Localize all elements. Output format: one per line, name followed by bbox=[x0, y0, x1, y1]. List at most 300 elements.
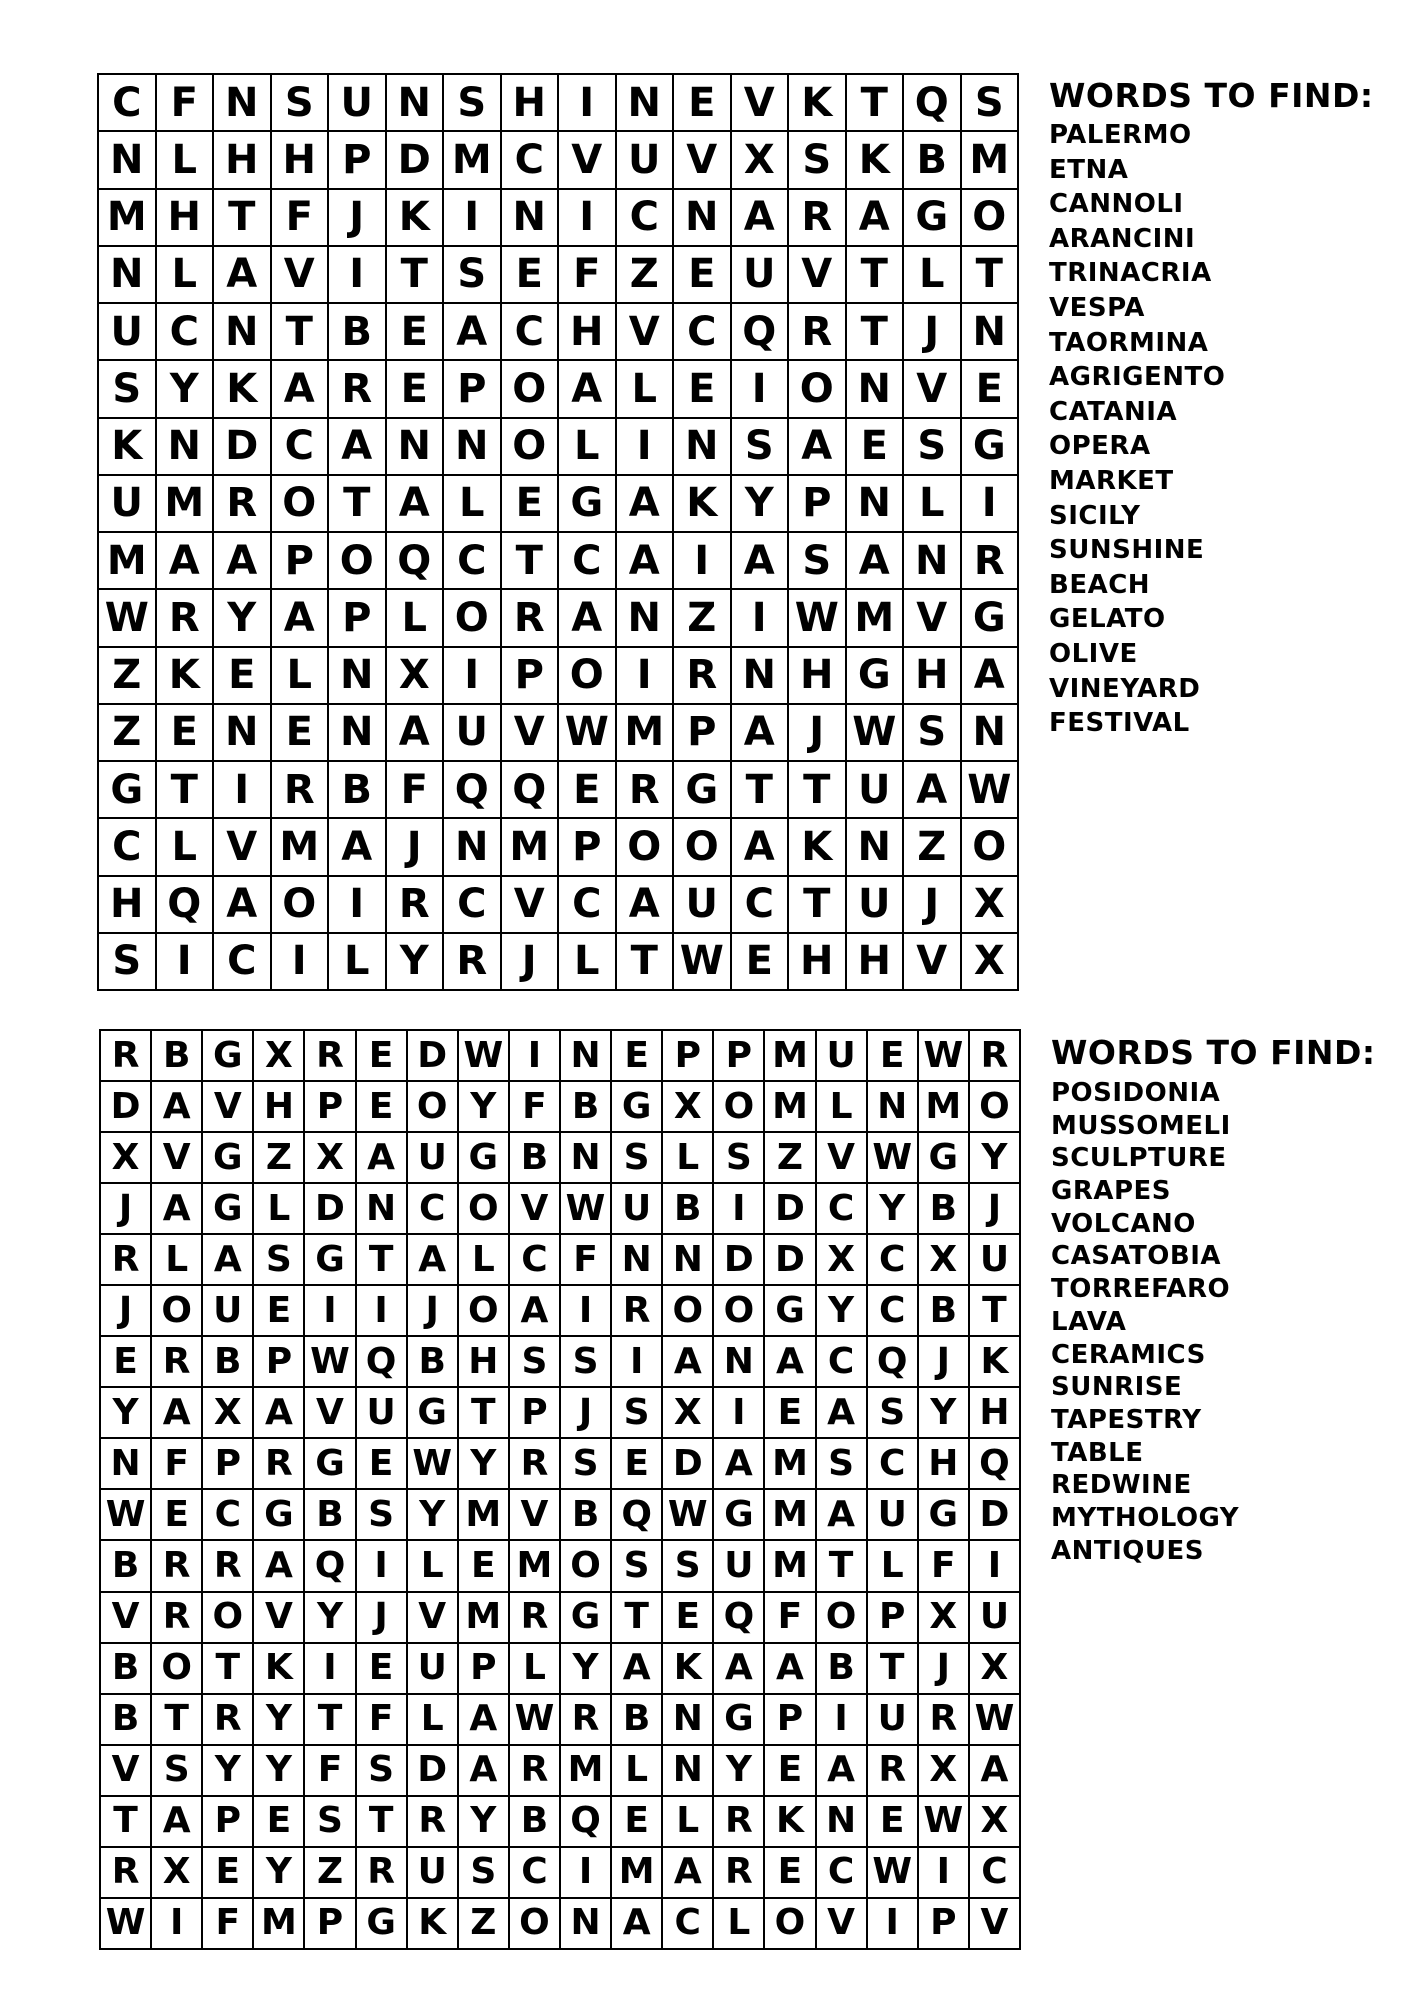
letter-cell[interactable]: G bbox=[304, 1234, 355, 1285]
letter-cell[interactable]: A bbox=[156, 532, 214, 589]
letter-cell[interactable]: R bbox=[151, 1336, 202, 1387]
letter-cell[interactable]: T bbox=[271, 303, 329, 360]
letter-cell[interactable]: O bbox=[407, 1081, 458, 1132]
letter-cell[interactable]: L bbox=[816, 1081, 867, 1132]
letter-cell[interactable]: L bbox=[253, 1183, 304, 1234]
letter-cell[interactable]: A bbox=[731, 704, 789, 761]
letter-cell[interactable]: C bbox=[816, 1847, 867, 1898]
letter-cell[interactable]: S bbox=[304, 1796, 355, 1847]
letter-cell[interactable]: M bbox=[846, 589, 904, 646]
letter-cell[interactable]: L bbox=[903, 475, 961, 532]
letter-cell[interactable]: P bbox=[918, 1898, 969, 1949]
letter-cell[interactable]: F bbox=[156, 74, 214, 131]
letter-cell[interactable]: E bbox=[867, 1030, 918, 1081]
letter-cell[interactable]: C bbox=[662, 1898, 713, 1949]
letter-cell[interactable]: K bbox=[846, 131, 904, 188]
letter-cell[interactable]: E bbox=[611, 1796, 662, 1847]
letter-cell[interactable]: H bbox=[558, 303, 616, 360]
letter-cell[interactable]: M bbox=[764, 1030, 815, 1081]
letter-cell[interactable]: O bbox=[443, 589, 501, 646]
letter-cell[interactable]: E bbox=[673, 360, 731, 417]
letter-cell[interactable]: A bbox=[458, 1694, 509, 1745]
letter-cell[interactable]: R bbox=[509, 1592, 560, 1643]
letter-cell[interactable]: V bbox=[969, 1898, 1020, 1949]
letter-cell[interactable]: I bbox=[443, 189, 501, 246]
letter-cell[interactable]: T bbox=[867, 1643, 918, 1694]
letter-cell[interactable]: Y bbox=[100, 1387, 151, 1438]
letter-cell[interactable]: E bbox=[253, 1285, 304, 1336]
letter-cell[interactable]: I bbox=[356, 1540, 407, 1591]
letter-cell[interactable]: Z bbox=[903, 818, 961, 875]
letter-cell[interactable]: A bbox=[202, 1234, 253, 1285]
letter-cell[interactable]: N bbox=[611, 1234, 662, 1285]
letter-cell[interactable]: A bbox=[328, 418, 386, 475]
letter-cell[interactable]: M bbox=[458, 1489, 509, 1540]
letter-cell[interactable]: X bbox=[151, 1847, 202, 1898]
letter-cell[interactable]: N bbox=[731, 647, 789, 704]
letter-cell[interactable]: E bbox=[558, 761, 616, 818]
letter-cell[interactable]: I bbox=[328, 246, 386, 303]
letter-cell[interactable]: G bbox=[961, 418, 1019, 475]
letter-cell[interactable]: B bbox=[509, 1132, 560, 1183]
letter-cell[interactable]: H bbox=[846, 933, 904, 990]
letter-cell[interactable]: L bbox=[903, 246, 961, 303]
letter-cell[interactable]: J bbox=[969, 1183, 1020, 1234]
letter-cell[interactable]: N bbox=[673, 189, 731, 246]
letter-cell[interactable]: L bbox=[271, 647, 329, 704]
letter-cell[interactable]: I bbox=[918, 1847, 969, 1898]
letter-cell[interactable]: Y bbox=[458, 1796, 509, 1847]
letter-cell[interactable]: R bbox=[560, 1694, 611, 1745]
letter-cell[interactable]: O bbox=[501, 418, 559, 475]
letter-cell[interactable]: H bbox=[271, 131, 329, 188]
letter-cell[interactable]: K bbox=[98, 418, 156, 475]
letter-cell[interactable]: O bbox=[509, 1898, 560, 1949]
letter-cell[interactable]: F bbox=[764, 1592, 815, 1643]
letter-cell[interactable]: A bbox=[846, 532, 904, 589]
letter-cell[interactable]: S bbox=[271, 74, 329, 131]
letter-cell[interactable]: V bbox=[673, 131, 731, 188]
letter-cell[interactable]: M bbox=[458, 1592, 509, 1643]
letter-cell[interactable]: Y bbox=[407, 1489, 458, 1540]
letter-cell[interactable]: O bbox=[961, 818, 1019, 875]
letter-cell[interactable]: R bbox=[202, 1694, 253, 1745]
letter-cell[interactable]: O bbox=[328, 532, 386, 589]
letter-cell[interactable]: V bbox=[213, 818, 271, 875]
letter-cell[interactable]: R bbox=[151, 1540, 202, 1591]
letter-cell[interactable]: S bbox=[788, 131, 846, 188]
letter-cell[interactable]: J bbox=[407, 1285, 458, 1336]
letter-cell[interactable]: K bbox=[407, 1898, 458, 1949]
letter-cell[interactable]: V bbox=[903, 933, 961, 990]
letter-cell[interactable]: Y bbox=[253, 1745, 304, 1796]
letter-cell[interactable]: E bbox=[356, 1438, 407, 1489]
letter-cell[interactable]: U bbox=[731, 246, 789, 303]
letter-cell[interactable]: U bbox=[98, 475, 156, 532]
letter-cell[interactable]: G bbox=[98, 761, 156, 818]
letter-cell[interactable]: A bbox=[903, 761, 961, 818]
letter-cell[interactable]: I bbox=[328, 876, 386, 933]
letter-cell[interactable]: A bbox=[764, 1336, 815, 1387]
letter-cell[interactable]: R bbox=[304, 1030, 355, 1081]
letter-cell[interactable]: A bbox=[509, 1285, 560, 1336]
letter-cell[interactable]: F bbox=[560, 1234, 611, 1285]
letter-cell[interactable]: A bbox=[731, 532, 789, 589]
letter-cell[interactable]: T bbox=[213, 189, 271, 246]
letter-cell[interactable]: G bbox=[558, 475, 616, 532]
letter-cell[interactable]: V bbox=[304, 1387, 355, 1438]
letter-cell[interactable]: Z bbox=[98, 704, 156, 761]
letter-cell[interactable]: T bbox=[356, 1796, 407, 1847]
letter-cell[interactable]: I bbox=[816, 1694, 867, 1745]
letter-cell[interactable]: I bbox=[731, 360, 789, 417]
letter-cell[interactable]: Z bbox=[616, 246, 674, 303]
letter-cell[interactable]: H bbox=[788, 933, 846, 990]
letter-cell[interactable]: J bbox=[788, 704, 846, 761]
letter-cell[interactable]: C bbox=[816, 1336, 867, 1387]
letter-cell[interactable]: C bbox=[731, 876, 789, 933]
letter-cell[interactable]: B bbox=[100, 1694, 151, 1745]
letter-cell[interactable]: U bbox=[328, 74, 386, 131]
letter-cell[interactable]: J bbox=[100, 1183, 151, 1234]
letter-cell[interactable]: E bbox=[673, 246, 731, 303]
letter-cell[interactable]: C bbox=[867, 1234, 918, 1285]
letter-cell[interactable]: M bbox=[764, 1540, 815, 1591]
letter-cell[interactable]: I bbox=[673, 532, 731, 589]
letter-cell[interactable]: W bbox=[407, 1438, 458, 1489]
letter-cell[interactable]: F bbox=[918, 1540, 969, 1591]
letter-cell[interactable]: N bbox=[846, 475, 904, 532]
letter-cell[interactable]: S bbox=[98, 933, 156, 990]
letter-cell[interactable]: X bbox=[662, 1081, 713, 1132]
letter-cell[interactable]: I bbox=[560, 1847, 611, 1898]
letter-cell[interactable]: N bbox=[673, 418, 731, 475]
letter-cell[interactable]: G bbox=[918, 1489, 969, 1540]
letter-cell[interactable]: W bbox=[304, 1336, 355, 1387]
letter-cell[interactable]: M bbox=[560, 1745, 611, 1796]
letter-cell[interactable]: Q bbox=[156, 876, 214, 933]
letter-cell[interactable]: N bbox=[867, 1081, 918, 1132]
letter-cell[interactable]: E bbox=[458, 1540, 509, 1591]
letter-cell[interactable]: A bbox=[458, 1745, 509, 1796]
letter-cell[interactable]: B bbox=[304, 1489, 355, 1540]
letter-cell[interactable]: V bbox=[202, 1081, 253, 1132]
letter-cell[interactable]: I bbox=[558, 189, 616, 246]
letter-cell[interactable]: Q bbox=[969, 1438, 1020, 1489]
letter-cell[interactable]: R bbox=[202, 1540, 253, 1591]
letter-cell[interactable]: S bbox=[611, 1540, 662, 1591]
letter-cell[interactable]: U bbox=[98, 303, 156, 360]
letter-cell[interactable]: Q bbox=[903, 74, 961, 131]
letter-cell[interactable]: A bbox=[151, 1183, 202, 1234]
letter-cell[interactable]: T bbox=[100, 1796, 151, 1847]
letter-cell[interactable]: S bbox=[253, 1234, 304, 1285]
letter-cell[interactable]: R bbox=[100, 1234, 151, 1285]
letter-cell[interactable]: A bbox=[788, 418, 846, 475]
letter-cell[interactable]: M bbox=[271, 818, 329, 875]
letter-cell[interactable]: I bbox=[616, 418, 674, 475]
letter-cell[interactable]: U bbox=[713, 1540, 764, 1591]
letter-cell[interactable]: Z bbox=[253, 1132, 304, 1183]
letter-cell[interactable]: M bbox=[764, 1489, 815, 1540]
letter-cell[interactable]: G bbox=[407, 1387, 458, 1438]
letter-cell[interactable]: A bbox=[816, 1745, 867, 1796]
letter-cell[interactable]: S bbox=[611, 1387, 662, 1438]
letter-cell[interactable]: I bbox=[304, 1643, 355, 1694]
letter-cell[interactable]: R bbox=[969, 1030, 1020, 1081]
letter-cell[interactable]: P bbox=[328, 131, 386, 188]
letter-cell[interactable]: H bbox=[903, 647, 961, 704]
letter-cell[interactable]: O bbox=[458, 1183, 509, 1234]
letter-cell[interactable]: J bbox=[100, 1285, 151, 1336]
letter-cell[interactable]: A bbox=[713, 1438, 764, 1489]
letter-cell[interactable]: P bbox=[509, 1387, 560, 1438]
letter-cell[interactable]: L bbox=[509, 1643, 560, 1694]
letter-cell[interactable]: M bbox=[98, 189, 156, 246]
letter-cell[interactable]: S bbox=[98, 360, 156, 417]
letter-cell[interactable]: B bbox=[816, 1643, 867, 1694]
letter-cell[interactable]: A bbox=[816, 1387, 867, 1438]
letter-cell[interactable]: P bbox=[202, 1438, 253, 1489]
letter-cell[interactable]: N bbox=[713, 1336, 764, 1387]
letter-cell[interactable]: W bbox=[961, 761, 1019, 818]
letter-cell[interactable]: G bbox=[764, 1285, 815, 1336]
letter-cell[interactable]: U bbox=[969, 1592, 1020, 1643]
letter-cell[interactable]: X bbox=[918, 1592, 969, 1643]
letter-cell[interactable]: T bbox=[816, 1540, 867, 1591]
letter-cell[interactable]: P bbox=[662, 1030, 713, 1081]
letter-cell[interactable]: O bbox=[151, 1285, 202, 1336]
letter-cell[interactable]: N bbox=[616, 589, 674, 646]
letter-cell[interactable]: I bbox=[151, 1898, 202, 1949]
letter-cell[interactable]: Q bbox=[356, 1336, 407, 1387]
letter-cell[interactable]: M bbox=[509, 1540, 560, 1591]
letter-cell[interactable]: I bbox=[713, 1183, 764, 1234]
letter-cell[interactable]: P bbox=[202, 1796, 253, 1847]
letter-cell[interactable]: H bbox=[788, 647, 846, 704]
letter-cell[interactable]: D bbox=[304, 1183, 355, 1234]
letter-cell[interactable]: X bbox=[816, 1234, 867, 1285]
letter-cell[interactable]: U bbox=[443, 704, 501, 761]
letter-cell[interactable]: W bbox=[867, 1847, 918, 1898]
letter-cell[interactable]: W bbox=[100, 1898, 151, 1949]
letter-cell[interactable]: V bbox=[816, 1898, 867, 1949]
letter-cell[interactable]: E bbox=[356, 1643, 407, 1694]
letter-cell[interactable]: V bbox=[100, 1592, 151, 1643]
letter-cell[interactable]: Y bbox=[867, 1183, 918, 1234]
letter-cell[interactable]: I bbox=[558, 74, 616, 131]
letter-cell[interactable]: L bbox=[156, 131, 214, 188]
letter-cell[interactable]: L bbox=[558, 418, 616, 475]
letter-cell[interactable]: A bbox=[271, 360, 329, 417]
letter-cell[interactable]: V bbox=[731, 74, 789, 131]
letter-cell[interactable]: A bbox=[611, 1898, 662, 1949]
letter-cell[interactable]: V bbox=[616, 303, 674, 360]
letter-cell[interactable]: L bbox=[407, 1694, 458, 1745]
letter-cell[interactable]: V bbox=[501, 876, 559, 933]
letter-cell[interactable]: G bbox=[202, 1183, 253, 1234]
letter-cell[interactable]: P bbox=[328, 589, 386, 646]
letter-cell[interactable]: L bbox=[867, 1540, 918, 1591]
letter-cell[interactable]: S bbox=[788, 532, 846, 589]
letter-cell[interactable]: S bbox=[867, 1387, 918, 1438]
letter-cell[interactable]: N bbox=[386, 74, 444, 131]
letter-cell[interactable]: I bbox=[271, 933, 329, 990]
letter-cell[interactable]: B bbox=[560, 1489, 611, 1540]
letter-cell[interactable]: N bbox=[213, 303, 271, 360]
letter-cell[interactable]: U bbox=[616, 131, 674, 188]
letter-cell[interactable]: R bbox=[271, 761, 329, 818]
letter-cell[interactable]: B bbox=[918, 1285, 969, 1336]
letter-cell[interactable]: E bbox=[356, 1081, 407, 1132]
letter-cell[interactable]: A bbox=[253, 1540, 304, 1591]
letter-cell[interactable]: V bbox=[509, 1183, 560, 1234]
letter-cell[interactable]: I bbox=[611, 1336, 662, 1387]
letter-cell[interactable]: G bbox=[903, 189, 961, 246]
letter-cell[interactable]: V bbox=[407, 1592, 458, 1643]
letter-cell[interactable]: W bbox=[558, 704, 616, 761]
letter-cell[interactable]: N bbox=[560, 1030, 611, 1081]
letter-cell[interactable]: N bbox=[616, 74, 674, 131]
letter-cell[interactable]: L bbox=[156, 246, 214, 303]
letter-cell[interactable]: Y bbox=[816, 1285, 867, 1336]
letter-cell[interactable]: G bbox=[202, 1030, 253, 1081]
letter-cell[interactable]: N bbox=[100, 1438, 151, 1489]
letter-cell[interactable]: R bbox=[713, 1847, 764, 1898]
letter-cell[interactable]: P bbox=[673, 704, 731, 761]
letter-cell[interactable]: O bbox=[788, 360, 846, 417]
letter-cell[interactable]: R bbox=[788, 303, 846, 360]
letter-cell[interactable]: X bbox=[969, 1796, 1020, 1847]
letter-cell[interactable]: V bbox=[509, 1489, 560, 1540]
letter-cell[interactable]: U bbox=[356, 1387, 407, 1438]
letter-cell[interactable]: R bbox=[673, 647, 731, 704]
letter-cell[interactable]: M bbox=[98, 532, 156, 589]
letter-cell[interactable]: E bbox=[356, 1030, 407, 1081]
letter-cell[interactable]: T bbox=[961, 246, 1019, 303]
letter-cell[interactable]: J bbox=[903, 876, 961, 933]
letter-cell[interactable]: N bbox=[662, 1745, 713, 1796]
letter-cell[interactable]: S bbox=[356, 1745, 407, 1796]
letter-cell[interactable]: Y bbox=[202, 1745, 253, 1796]
letter-cell[interactable]: T bbox=[846, 246, 904, 303]
letter-cell[interactable]: O bbox=[616, 818, 674, 875]
letter-cell[interactable]: L bbox=[151, 1234, 202, 1285]
letter-cell[interactable]: E bbox=[611, 1438, 662, 1489]
letter-cell[interactable]: G bbox=[713, 1489, 764, 1540]
letter-cell[interactable]: X bbox=[253, 1030, 304, 1081]
letter-cell[interactable]: A bbox=[213, 876, 271, 933]
letter-cell[interactable]: L bbox=[662, 1796, 713, 1847]
letter-cell[interactable]: H bbox=[501, 74, 559, 131]
letter-cell[interactable]: T bbox=[458, 1387, 509, 1438]
letter-cell[interactable]: N bbox=[98, 131, 156, 188]
letter-cell[interactable]: P bbox=[713, 1030, 764, 1081]
letter-cell[interactable]: E bbox=[662, 1592, 713, 1643]
letter-cell[interactable]: C bbox=[98, 74, 156, 131]
letter-cell[interactable]: L bbox=[713, 1898, 764, 1949]
letter-cell[interactable]: Q bbox=[443, 761, 501, 818]
letter-cell[interactable]: G bbox=[560, 1592, 611, 1643]
letter-cell[interactable]: S bbox=[961, 74, 1019, 131]
letter-cell[interactable]: F bbox=[356, 1694, 407, 1745]
letter-cell[interactable]: L bbox=[443, 475, 501, 532]
letter-cell[interactable]: G bbox=[846, 647, 904, 704]
letter-cell[interactable]: D bbox=[713, 1234, 764, 1285]
letter-cell[interactable]: R bbox=[100, 1030, 151, 1081]
letter-cell[interactable]: S bbox=[560, 1438, 611, 1489]
letter-cell[interactable]: C bbox=[509, 1234, 560, 1285]
letter-cell[interactable]: N bbox=[386, 418, 444, 475]
letter-cell[interactable]: X bbox=[961, 876, 1019, 933]
letter-cell[interactable]: B bbox=[560, 1081, 611, 1132]
letter-cell[interactable]: A bbox=[407, 1234, 458, 1285]
letter-cell[interactable]: D bbox=[213, 418, 271, 475]
letter-cell[interactable]: F bbox=[271, 189, 329, 246]
letter-cell[interactable]: M bbox=[918, 1081, 969, 1132]
letter-cell[interactable]: P bbox=[788, 475, 846, 532]
letter-cell[interactable]: H bbox=[213, 131, 271, 188]
letter-cell[interactable]: P bbox=[558, 818, 616, 875]
letter-cell[interactable]: U bbox=[867, 1694, 918, 1745]
letter-cell[interactable]: A bbox=[611, 1643, 662, 1694]
letter-cell[interactable]: D bbox=[407, 1030, 458, 1081]
letter-cell[interactable]: C bbox=[202, 1489, 253, 1540]
letter-cell[interactable]: L bbox=[616, 360, 674, 417]
letter-cell[interactable]: Q bbox=[611, 1489, 662, 1540]
letter-cell[interactable]: I bbox=[509, 1030, 560, 1081]
letter-cell[interactable]: B bbox=[328, 761, 386, 818]
letter-cell[interactable]: G bbox=[918, 1132, 969, 1183]
letter-cell[interactable]: O bbox=[558, 647, 616, 704]
letter-cell[interactable]: J bbox=[328, 189, 386, 246]
letter-cell[interactable]: G bbox=[304, 1438, 355, 1489]
letter-cell[interactable]: E bbox=[764, 1387, 815, 1438]
letter-cell[interactable]: H bbox=[918, 1438, 969, 1489]
letter-cell[interactable]: H bbox=[458, 1336, 509, 1387]
letter-cell[interactable]: A bbox=[356, 1132, 407, 1183]
letter-cell[interactable]: B bbox=[662, 1183, 713, 1234]
letter-cell[interactable]: M bbox=[501, 818, 559, 875]
letter-cell[interactable]: J bbox=[918, 1643, 969, 1694]
letter-cell[interactable]: J bbox=[560, 1387, 611, 1438]
letter-cell[interactable]: K bbox=[969, 1336, 1020, 1387]
letter-cell[interactable]: V bbox=[788, 246, 846, 303]
letter-cell[interactable]: O bbox=[458, 1285, 509, 1336]
letter-cell[interactable]: R bbox=[253, 1438, 304, 1489]
letter-cell[interactable]: R bbox=[509, 1438, 560, 1489]
letter-cell[interactable]: O bbox=[202, 1592, 253, 1643]
letter-cell[interactable]: K bbox=[788, 818, 846, 875]
letter-cell[interactable]: S bbox=[443, 74, 501, 131]
letter-cell[interactable]: J bbox=[356, 1592, 407, 1643]
letter-cell[interactable]: N bbox=[213, 704, 271, 761]
letter-cell[interactable]: Z bbox=[673, 589, 731, 646]
letter-cell[interactable]: M bbox=[764, 1081, 815, 1132]
letter-cell[interactable]: A bbox=[816, 1489, 867, 1540]
letter-cell[interactable]: T bbox=[151, 1694, 202, 1745]
letter-cell[interactable]: Y bbox=[304, 1592, 355, 1643]
letter-cell[interactable]: B bbox=[918, 1183, 969, 1234]
letter-cell[interactable]: E bbox=[731, 933, 789, 990]
letter-cell[interactable]: K bbox=[673, 475, 731, 532]
letter-cell[interactable]: E bbox=[202, 1847, 253, 1898]
letter-cell[interactable]: H bbox=[98, 876, 156, 933]
letter-cell[interactable]: K bbox=[213, 360, 271, 417]
letter-cell[interactable]: X bbox=[918, 1234, 969, 1285]
letter-cell[interactable]: F bbox=[202, 1898, 253, 1949]
letter-cell[interactable]: R bbox=[961, 532, 1019, 589]
